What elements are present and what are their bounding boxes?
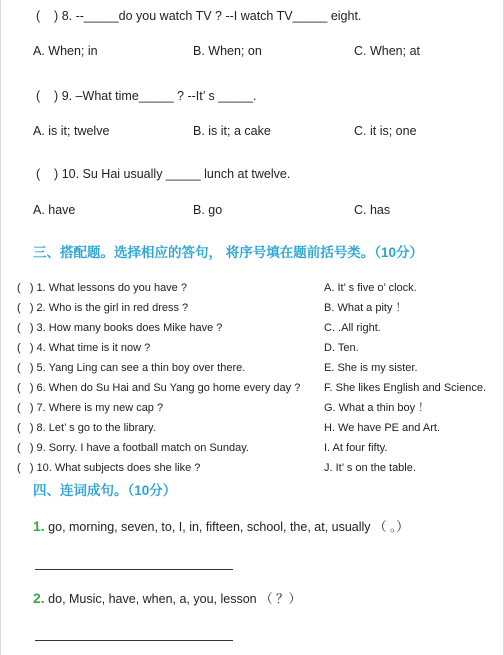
- matching-question-3: ( ) 3. How many books does Mike have ?: [17, 322, 223, 334]
- matching-answer-h: H. We have PE and Art.: [324, 422, 440, 434]
- matching-question-6: ( ) 6. When do Su Hai and Su Yang go home every day ?: [17, 382, 301, 394]
- item-number: 1.: [33, 518, 45, 534]
- word-order-text: go, morning, seven, to, I, in, fifteen, school, the, at, usually （ 。）: [44, 520, 409, 534]
- section4-title: 四、连词成句。（10分）: [33, 483, 177, 498]
- answer-line-2[interactable]: [35, 640, 233, 641]
- matching-question-4: ( ) 4. What time is it now ?: [17, 342, 151, 354]
- matching-answer-e: E. She is my sister.: [324, 362, 418, 374]
- section3-title: 三、搭配题。选择相应的答句， 将序号填在题前括号类。（10分）: [33, 245, 424, 260]
- matching-question-10: ( ) 10. What subjects does she like ?: [17, 462, 201, 474]
- question-9-stem: ( ) 9. –What time_____ ? --It’ s _____.: [36, 89, 257, 103]
- question-10-option-a: A. have: [33, 203, 76, 217]
- matching-question-2: ( ) 2. Who is the girl in red dress ?: [17, 302, 189, 314]
- matching-answer-j: J. It’ s on the table.: [324, 462, 416, 474]
- matching-answer-c: C. .All right.: [324, 322, 381, 334]
- word-order-item-2: [33, 590, 301, 607]
- question-9-option-a: A. is it; twelve: [33, 124, 110, 138]
- matching-question-8: ( ) 8. Let’ s go to the library.: [17, 422, 156, 434]
- matching-answer-f: F. She likes English and Science.: [324, 382, 487, 394]
- matching-answer-b: B. What a pity ！: [324, 302, 407, 314]
- question-9-option-b: B. is it; a cake: [193, 124, 271, 138]
- matching-answer-g: G. What a thin boy ！: [324, 402, 430, 414]
- matching-question-7: ( ) 7. Where is my new cap ?: [17, 402, 164, 414]
- matching-question-5: ( ) 5. Yang Ling can see a thin boy over there.: [17, 362, 246, 374]
- matching-answer-i: I. At four fifty.: [324, 442, 388, 454]
- question-8-option-c: C. When; at: [354, 44, 420, 58]
- word-order-text: do, Music, have, when, a, you, lesson （ ？）: [44, 592, 302, 606]
- matching-answer-d: D. Ten.: [324, 342, 359, 354]
- question-10-stem: ( ) 10. Su Hai usually _____ lunch at twelve.: [36, 167, 291, 181]
- question-8-stem: ( ) 8. --_____do you watch TV ? --I watch TV_____ eight.: [36, 9, 362, 23]
- question-9-option-c: C. it is; one: [354, 124, 417, 138]
- page-left-border: [0, 0, 1, 655]
- question-8-option-a: A. When; in: [33, 44, 98, 58]
- matching-question-9: ( ) 9. Sorry. I have a football match on Sunday.: [17, 442, 249, 454]
- question-10-option-b: B. go: [193, 203, 223, 217]
- answer-line-1[interactable]: [35, 569, 233, 570]
- question-8-option-b: B. When; on: [193, 44, 262, 58]
- matching-answer-a: A. It’ s five o’ clock.: [324, 282, 417, 294]
- item-number: 2.: [33, 590, 45, 606]
- question-10-option-c: C. has: [354, 203, 391, 217]
- matching-question-1: ( ) 1. What lessons do you have ?: [17, 282, 187, 294]
- word-order-item-1: [33, 518, 409, 535]
